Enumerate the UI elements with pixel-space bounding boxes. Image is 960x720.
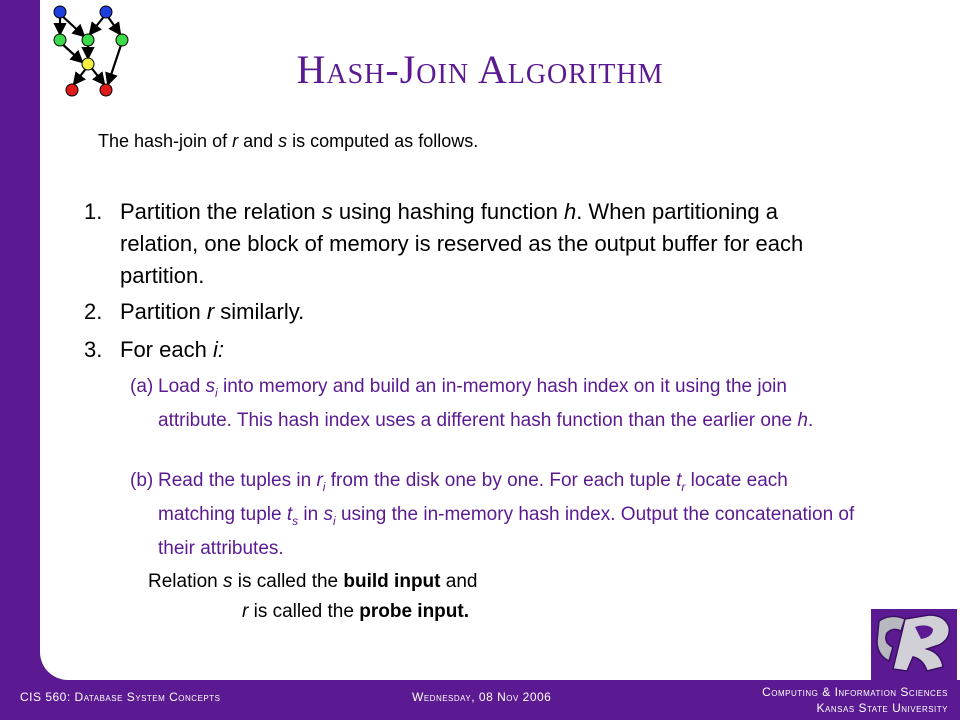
- course-label: CIS 560: Database System Concepts: [20, 690, 221, 704]
- substep-text: Load $s_i$ into memory and build an in-memory hash index on it using the join attribute. This hash index uses a different hash function than the earlier one h.: [158, 376, 814, 431]
- slide-title: Hash-Join Algorithm: [296, 47, 664, 92]
- powercat-logo-icon: [871, 609, 957, 680]
- date-label: Wednesday, 08 Nov 2006: [412, 690, 552, 704]
- note-line-2: r is called the probe input.: [242, 601, 469, 622]
- university-line: Kansas State University: [816, 701, 948, 715]
- graph-node: [54, 6, 66, 18]
- graph-node: [82, 34, 94, 46]
- step-number: 1.: [84, 199, 103, 224]
- department-line: Computing & Information Sciences: [762, 685, 948, 699]
- department-label: [762, 684, 948, 716]
- step-number: 3.: [84, 337, 103, 362]
- step-text: Partition r similarly.: [120, 299, 305, 324]
- step-number: 2.: [84, 299, 103, 324]
- note-line-1: Relation s is called the build input and: [148, 571, 478, 592]
- intro-text: The hash-join of r and s is computed as follows.: [98, 131, 479, 151]
- step-text: Partition the relation s using hashing function h. When partitioning a relation, one block of memory is reserved as the output buffer for each partition.: [120, 199, 804, 288]
- graph-node: [54, 34, 66, 46]
- note-block: [148, 567, 477, 627]
- graph-node: [116, 34, 128, 46]
- step-text: For each i:: [120, 337, 224, 362]
- substep-text: Read the tuples in $r_i$ from the disk one by one. For each tuple $t_r$ locate each matching tuple $t_s$ in $s_i$ using the in-memory hash index. Output the concatenation of their attributes.: [158, 470, 855, 559]
- graph-node: [100, 6, 112, 18]
- substep-label: (a): [130, 376, 154, 397]
- substep-label: (b): [130, 470, 154, 491]
